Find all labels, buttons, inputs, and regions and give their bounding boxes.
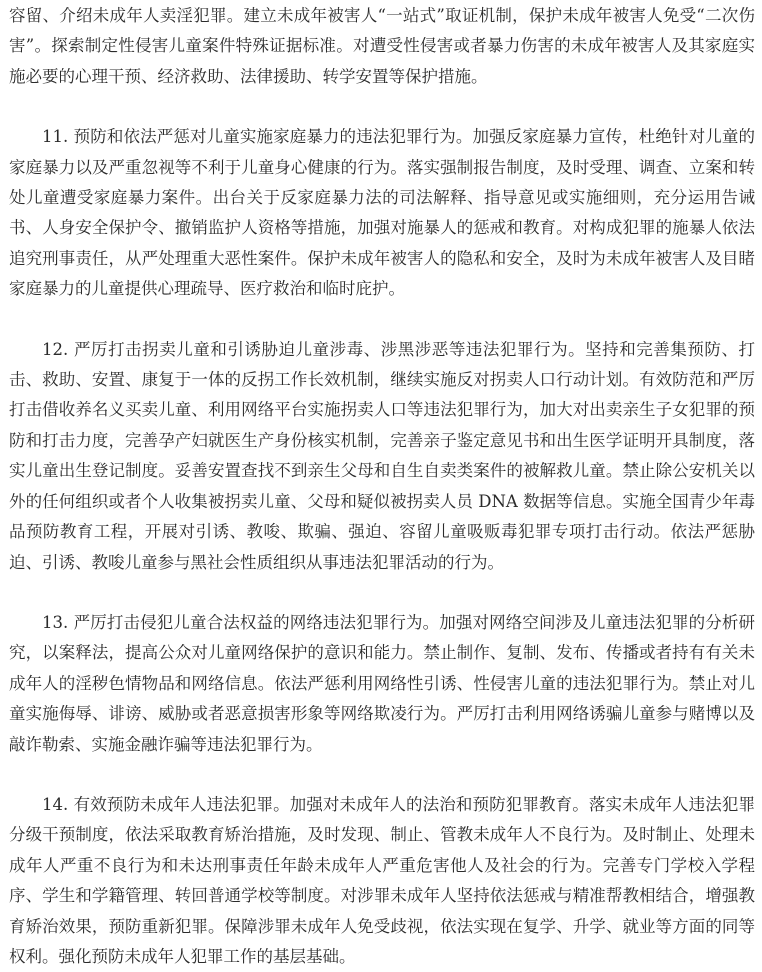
document-body	[0, 1, 762, 966]
paragraph-item-13: 13. 严厉打击侵犯儿童合法权益的网络违法犯罪行为。加强对网络空间涉及儿童违法犯罪的分析研究，以案释法，提高公众对儿童网络保护的意识和能力。禁止制作、复制、发布、传播或者持有有关未成年人的淫秽色情物品和网络信息。依法严惩利用网络性引诱、性侵害儿童的违法犯罪行为。禁止对儿童实施侮辱、诽谤、威胁或者恶意损害形象等网络欺凌行为。严厉打击利用网络诱骗儿童参与赌博以及敲诈勒索、实施金融诈骗等违法犯罪行为。	[9, 612, 755, 754]
paragraph-item-12: 12. 严厉打击拐卖儿童和引诱胁迫儿童涉毒、涉黑涉恶等违法犯罪行为。坚持和完善集预防、打击、救助、安置、康复于一体的反拐工作长效机制，继续实施反对拐卖人口行动计划。有效防范和严厉打击借收养名义买卖儿童、利用网络平台实施拐卖人口等违法犯罪行为，加大对出卖亲生子女犯罪的预防和打击力度，完善孕产妇就医生产身份核实机制，完善亲子鉴定意见书和出生医学证明开具制度，落实儿童出生登记制度。妥善安置查找不到亲生父母和自生自卖类案件的被解救儿童。禁止除公安机关以外的任何组织或者个人收集被拐卖儿童、父母和疑似被拐卖人员 DNA 数据等信息。实施全国青少年毒品预防教育工程，开展对引诱、教唆、欺骗、强迫、容留儿童吸贩毒犯罪专项打击行动。依法严惩胁迫、引诱、教唆儿童参与黑社会性质组织从事违法犯罪活动的行为。	[9, 339, 755, 572]
paragraph-continuation: 容留、介绍未成年人卖淫犯罪。建立未成年被害人“一站式”取证机制，保护未成年被害人免受“二次伤害”。探索制定性侵害儿童案件特殊证据标准。对遭受性侵害或者暴力伤害的未成年被害人及其家庭实施必要的心理干预、经济救助、法律援助、转学安置等保护措施。	[9, 6, 755, 86]
paragraph-item-14: 14. 有效预防未成年人违法犯罪。加强对未成年人的法治和预防犯罪教育。落实未成年人违法犯罪分级干预制度，依法采取教育矫治措施，及时发现、制止、管教未成年人不良行为。及时制止、处理未成年人严重不良行为和未达刑事责任年龄未成年人严重危害他人及社会的行为。完善专门学校入学程序、学生和学籍管理、转回普通学校等制度。对涉罪未成年人坚持依法惩戒与精准帮教相结合，增强教育矫治效果，预防重新犯罪。保障涉罪未成年人免受歧视，依法实现在复学、升学、就业等方面的同等权利。强化预防未成年人犯罪工作的基层基础。	[9, 794, 755, 966]
paragraph-item-11: 11. 预防和依法严惩对儿童实施家庭暴力的违法犯罪行为。加强反家庭暴力宣传，杜绝针对儿童的家庭暴力以及严重忽视等不利于儿童身心健康的行为。落实强制报告制度，及时受理、调查、立案和转处儿童遭受家庭暴力案件。出台关于反家庭暴力法的司法解释、指导意见或实施细则，充分运用告诫书、人身安全保护令、撤销监护人资格等措施，加强对施暴人的惩戒和教育。对构成犯罪的施暴人依法追究刑事责任，从严处理重大恶性案件。保护未成年被害人的隐私和安全，及时为未成年被害人及目睹家庭暴力的儿童提供心理疏导、医疗救治和临时庇护。	[9, 127, 755, 299]
